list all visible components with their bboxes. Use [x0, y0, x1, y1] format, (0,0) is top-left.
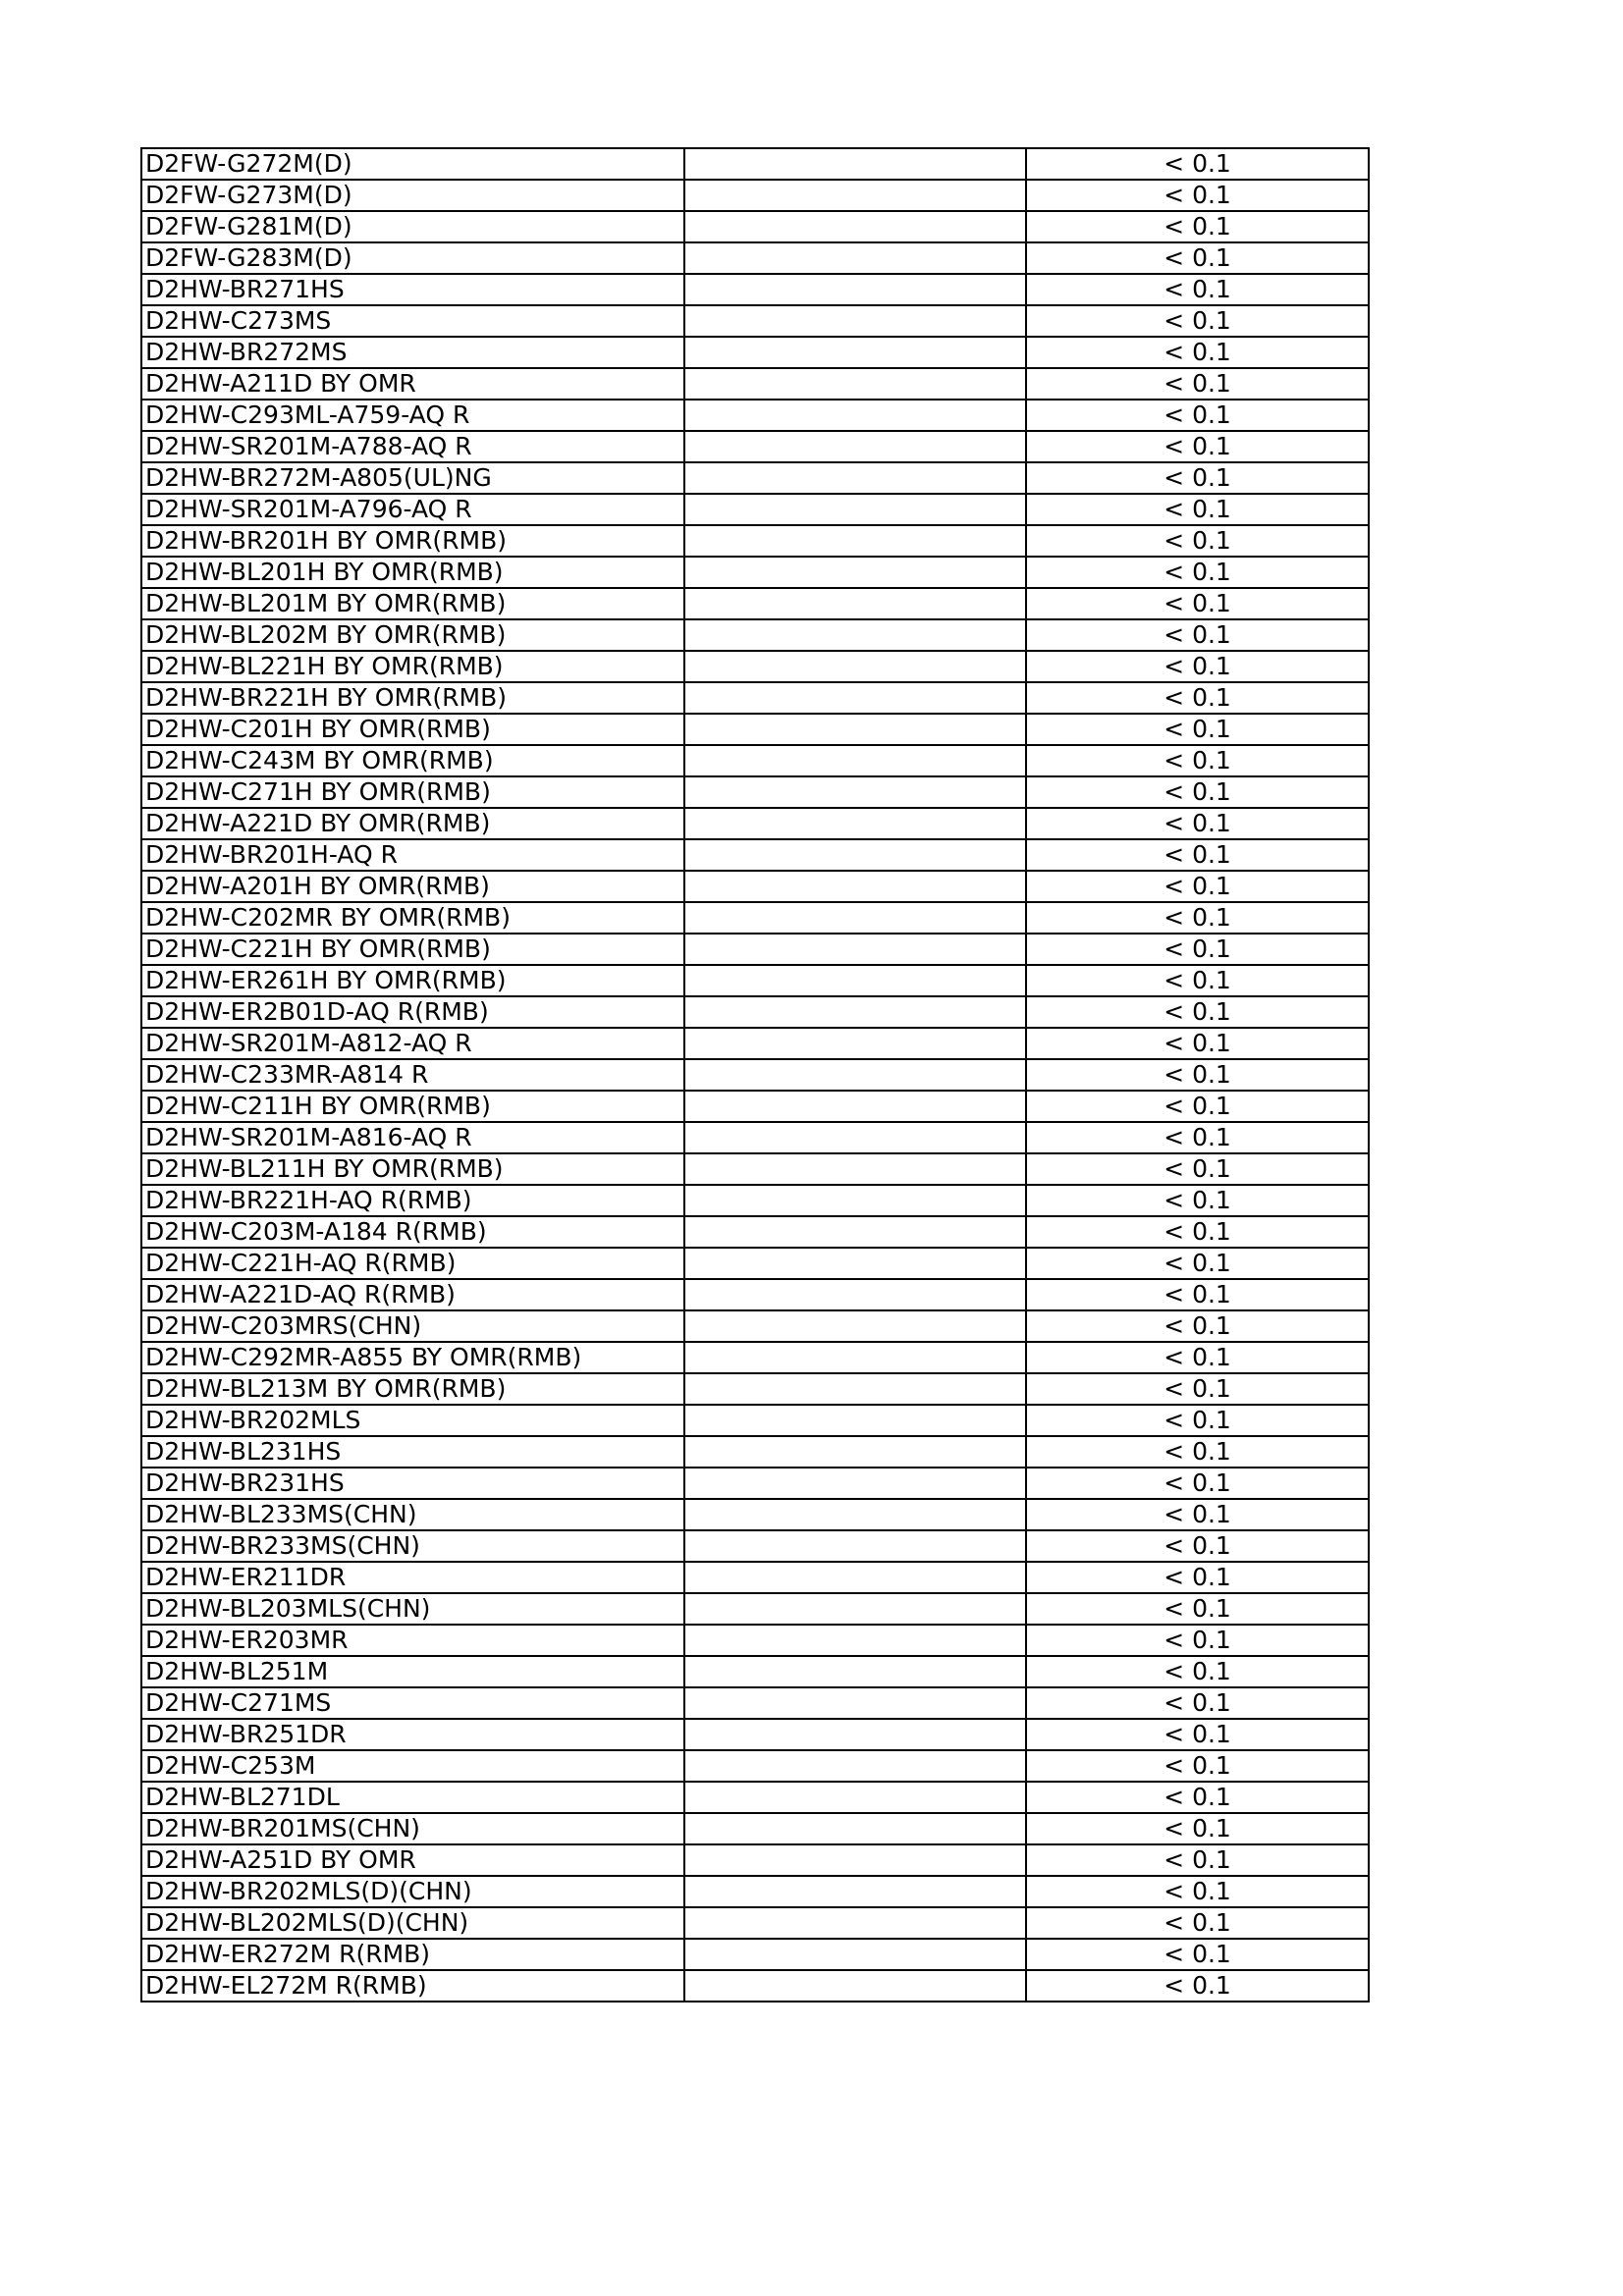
part-number-cell: D2HW-C273MS — [141, 305, 684, 337]
table-row — [141, 808, 1369, 839]
value-cell: < 0.1 — [1026, 305, 1369, 337]
note-cell — [684, 965, 1026, 996]
table-row — [141, 305, 1369, 337]
note-cell — [684, 242, 1026, 274]
table-row — [141, 494, 1369, 525]
note-cell — [684, 1499, 1026, 1530]
table-row — [141, 902, 1369, 934]
note-cell — [684, 1436, 1026, 1468]
value-cell: < 0.1 — [1026, 1342, 1369, 1373]
table-row — [141, 1750, 1369, 1782]
value-cell: < 0.1 — [1026, 494, 1369, 525]
value-cell: < 0.1 — [1026, 902, 1369, 934]
table-row — [141, 368, 1369, 400]
value-cell: < 0.1 — [1026, 1499, 1369, 1530]
value-cell: < 0.1 — [1026, 965, 1369, 996]
value-cell: < 0.1 — [1026, 337, 1369, 368]
table-row — [141, 1656, 1369, 1687]
value-cell: < 0.1 — [1026, 1373, 1369, 1405]
table-row — [141, 1059, 1369, 1091]
data-table — [140, 147, 1370, 2002]
note-cell — [684, 1813, 1026, 1844]
part-number-cell: D2HW-C221H BY OMR(RMB) — [141, 934, 684, 965]
note-cell — [684, 1028, 1026, 1059]
table-row — [141, 337, 1369, 368]
part-number-cell: D2HW-C293ML-A759-AQ R — [141, 400, 684, 431]
part-number-cell: D2HW-BL203MLS(CHN) — [141, 1593, 684, 1625]
note-cell — [684, 400, 1026, 431]
part-number-cell: D2HW-SR201M-A788-AQ R — [141, 431, 684, 462]
part-number-cell: D2HW-C221H-AQ R(RMB) — [141, 1248, 684, 1279]
note-cell — [684, 1405, 1026, 1436]
note-cell — [684, 1719, 1026, 1750]
part-number-cell: D2HW-BR201H BY OMR(RMB) — [141, 525, 684, 557]
note-cell — [684, 871, 1026, 902]
table-row — [141, 965, 1369, 996]
table-row — [141, 745, 1369, 776]
table-row — [141, 651, 1369, 682]
part-number-cell: D2HW-BR221H BY OMR(RMB) — [141, 682, 684, 714]
note-cell — [684, 305, 1026, 337]
table-row — [141, 1876, 1369, 1907]
value-cell: < 0.1 — [1026, 682, 1369, 714]
table-row — [141, 1091, 1369, 1122]
value-cell: < 0.1 — [1026, 1122, 1369, 1153]
value-cell: < 0.1 — [1026, 400, 1369, 431]
table-row — [141, 1562, 1369, 1593]
part-number-cell: D2HW-BL201H BY OMR(RMB) — [141, 557, 684, 588]
value-cell: < 0.1 — [1026, 1876, 1369, 1907]
note-cell — [684, 1153, 1026, 1185]
part-number-cell: D2HW-C201H BY OMR(RMB) — [141, 714, 684, 745]
note-cell — [684, 1876, 1026, 1907]
note-cell — [684, 714, 1026, 745]
table-row — [141, 682, 1369, 714]
part-number-cell: D2HW-C202MR BY OMR(RMB) — [141, 902, 684, 934]
table-row — [141, 1468, 1369, 1499]
part-number-cell: D2HW-BR221H-AQ R(RMB) — [141, 1185, 684, 1216]
part-number-cell: D2HW-C203MRS(CHN) — [141, 1310, 684, 1342]
note-cell — [684, 1687, 1026, 1719]
part-number-cell: D2HW-C253M — [141, 1750, 684, 1782]
note-cell — [684, 148, 1026, 180]
table-row — [141, 619, 1369, 651]
part-number-cell: D2FW-G281M(D) — [141, 211, 684, 242]
value-cell: < 0.1 — [1026, 1687, 1369, 1719]
note-cell — [684, 996, 1026, 1028]
table-row — [141, 1373, 1369, 1405]
table-row — [141, 1625, 1369, 1656]
note-cell — [684, 1216, 1026, 1248]
table-row — [141, 525, 1369, 557]
value-cell: < 0.1 — [1026, 808, 1369, 839]
value-cell: < 0.1 — [1026, 1405, 1369, 1436]
note-cell — [684, 1468, 1026, 1499]
table-body — [141, 148, 1369, 2002]
value-cell: < 0.1 — [1026, 839, 1369, 871]
note-cell — [684, 211, 1026, 242]
part-number-cell: D2HW-BR231HS — [141, 1468, 684, 1499]
note-cell — [684, 274, 1026, 305]
part-number-cell: D2HW-BR272M-A805(UL)NG — [141, 462, 684, 494]
table-row — [141, 1844, 1369, 1876]
value-cell: < 0.1 — [1026, 996, 1369, 1028]
value-cell: < 0.1 — [1026, 1153, 1369, 1185]
table-row — [141, 1782, 1369, 1813]
table-row — [141, 714, 1369, 745]
part-number-cell: D2HW-EL272M R(RMB) — [141, 1970, 684, 2002]
table-row — [141, 211, 1369, 242]
table-row — [141, 1028, 1369, 1059]
value-cell: < 0.1 — [1026, 1279, 1369, 1310]
value-cell: < 0.1 — [1026, 619, 1369, 651]
value-cell: < 0.1 — [1026, 871, 1369, 902]
part-number-cell: D2HW-BR233MS(CHN) — [141, 1530, 684, 1562]
note-cell — [684, 808, 1026, 839]
table-row — [141, 431, 1369, 462]
value-cell: < 0.1 — [1026, 1530, 1369, 1562]
value-cell: < 0.1 — [1026, 148, 1369, 180]
table-row — [141, 588, 1369, 619]
value-cell: < 0.1 — [1026, 934, 1369, 965]
part-number-cell: D2HW-BR201H-AQ R — [141, 839, 684, 871]
part-number-cell: D2HW-A251D BY OMR — [141, 1844, 684, 1876]
part-number-cell: D2HW-SR201M-A812-AQ R — [141, 1028, 684, 1059]
part-number-cell: D2HW-BR202MLS(D)(CHN) — [141, 1876, 684, 1907]
part-number-cell: D2HW-ER203MR — [141, 1625, 684, 1656]
table-row — [141, 1185, 1369, 1216]
value-cell: < 0.1 — [1026, 714, 1369, 745]
part-number-cell: D2HW-ER2B01D-AQ R(RMB) — [141, 996, 684, 1028]
part-number-cell: D2HW-BL271DL — [141, 1782, 684, 1813]
part-number-cell: D2HW-BL202M BY OMR(RMB) — [141, 619, 684, 651]
table-row — [141, 1248, 1369, 1279]
value-cell: < 0.1 — [1026, 1310, 1369, 1342]
table-row — [141, 242, 1369, 274]
note-cell — [684, 1122, 1026, 1153]
part-number-cell: D2HW-A211D BY OMR — [141, 368, 684, 400]
part-number-cell: D2HW-ER211DR — [141, 1562, 684, 1593]
note-cell — [684, 619, 1026, 651]
value-cell: < 0.1 — [1026, 242, 1369, 274]
note-cell — [684, 462, 1026, 494]
note-cell — [684, 1562, 1026, 1593]
part-number-cell: D2HW-C211H BY OMR(RMB) — [141, 1091, 684, 1122]
part-number-cell: D2HW-BR251DR — [141, 1719, 684, 1750]
value-cell: < 0.1 — [1026, 1782, 1369, 1813]
value-cell: < 0.1 — [1026, 525, 1369, 557]
value-cell: < 0.1 — [1026, 1656, 1369, 1687]
part-number-cell: D2HW-BL233MS(CHN) — [141, 1499, 684, 1530]
part-number-cell: D2HW-ER261H BY OMR(RMB) — [141, 965, 684, 996]
table-row — [141, 1530, 1369, 1562]
value-cell: < 0.1 — [1026, 1216, 1369, 1248]
note-cell — [684, 1310, 1026, 1342]
table-row — [141, 839, 1369, 871]
part-number-cell: D2HW-BL221H BY OMR(RMB) — [141, 651, 684, 682]
note-cell — [684, 934, 1026, 965]
part-number-cell: D2HW-BR202MLS — [141, 1405, 684, 1436]
part-number-cell: D2HW-ER272M R(RMB) — [141, 1939, 684, 1970]
value-cell: < 0.1 — [1026, 776, 1369, 808]
value-cell: < 0.1 — [1026, 1468, 1369, 1499]
note-cell — [684, 1750, 1026, 1782]
note-cell — [684, 1782, 1026, 1813]
value-cell: < 0.1 — [1026, 211, 1369, 242]
note-cell — [684, 1373, 1026, 1405]
table-row — [141, 1436, 1369, 1468]
table-row — [141, 180, 1369, 211]
note-cell — [684, 776, 1026, 808]
table-row — [141, 1970, 1369, 2002]
part-number-cell: D2HW-C292MR-A855 BY OMR(RMB) — [141, 1342, 684, 1373]
note-cell — [684, 1907, 1026, 1939]
part-number-cell: D2HW-C233MR-A814 R — [141, 1059, 684, 1091]
value-cell: < 0.1 — [1026, 651, 1369, 682]
part-number-cell: D2HW-BL231HS — [141, 1436, 684, 1468]
part-number-cell: D2FW-G272M(D) — [141, 148, 684, 180]
table-row — [141, 1907, 1369, 1939]
part-number-cell: D2HW-A221D BY OMR(RMB) — [141, 808, 684, 839]
table-row — [141, 1342, 1369, 1373]
value-cell: < 0.1 — [1026, 1028, 1369, 1059]
part-number-cell: D2HW-BL211H BY OMR(RMB) — [141, 1153, 684, 1185]
value-cell: < 0.1 — [1026, 368, 1369, 400]
value-cell: < 0.1 — [1026, 1719, 1369, 1750]
note-cell — [684, 1342, 1026, 1373]
note-cell — [684, 1656, 1026, 1687]
table-row — [141, 400, 1369, 431]
part-number-cell: D2HW-SR201M-A796-AQ R — [141, 494, 684, 525]
table-row — [141, 1310, 1369, 1342]
table-row — [141, 462, 1369, 494]
table-row — [141, 996, 1369, 1028]
table-row — [141, 148, 1369, 180]
note-cell — [684, 1185, 1026, 1216]
table-row — [141, 1216, 1369, 1248]
part-number-cell: D2FW-G273M(D) — [141, 180, 684, 211]
value-cell: < 0.1 — [1026, 1813, 1369, 1844]
note-cell — [684, 1939, 1026, 1970]
value-cell: < 0.1 — [1026, 1750, 1369, 1782]
value-cell: < 0.1 — [1026, 1185, 1369, 1216]
value-cell: < 0.1 — [1026, 1091, 1369, 1122]
note-cell — [684, 839, 1026, 871]
value-cell: < 0.1 — [1026, 1248, 1369, 1279]
note-cell — [684, 180, 1026, 211]
table-row — [141, 557, 1369, 588]
value-cell: < 0.1 — [1026, 588, 1369, 619]
value-cell: < 0.1 — [1026, 1844, 1369, 1876]
part-number-cell: D2HW-BL251M — [141, 1656, 684, 1687]
part-number-cell: D2HW-C243M BY OMR(RMB) — [141, 745, 684, 776]
note-cell — [684, 651, 1026, 682]
note-cell — [684, 525, 1026, 557]
value-cell: < 0.1 — [1026, 1970, 1369, 2002]
note-cell — [684, 1248, 1026, 1279]
table-row — [141, 1593, 1369, 1625]
part-number-cell: D2HW-BR201MS(CHN) — [141, 1813, 684, 1844]
table-row — [141, 274, 1369, 305]
note-cell — [684, 1844, 1026, 1876]
note-cell — [684, 682, 1026, 714]
value-cell: < 0.1 — [1026, 1593, 1369, 1625]
value-cell: < 0.1 — [1026, 745, 1369, 776]
part-number-cell: D2FW-G283M(D) — [141, 242, 684, 274]
note-cell — [684, 368, 1026, 400]
note-cell — [684, 902, 1026, 934]
part-number-cell: D2HW-BL213M BY OMR(RMB) — [141, 1373, 684, 1405]
value-cell: < 0.1 — [1026, 1562, 1369, 1593]
note-cell — [684, 1059, 1026, 1091]
table-row — [141, 776, 1369, 808]
table-row — [141, 871, 1369, 902]
part-number-cell: D2HW-C271H BY OMR(RMB) — [141, 776, 684, 808]
table-row — [141, 1499, 1369, 1530]
note-cell — [684, 557, 1026, 588]
value-cell: < 0.1 — [1026, 1436, 1369, 1468]
value-cell: < 0.1 — [1026, 1907, 1369, 1939]
table-row — [141, 934, 1369, 965]
note-cell — [684, 431, 1026, 462]
value-cell: < 0.1 — [1026, 1625, 1369, 1656]
value-cell: < 0.1 — [1026, 180, 1369, 211]
part-number-cell: D2HW-C203M-A184 R(RMB) — [141, 1216, 684, 1248]
table-row — [141, 1153, 1369, 1185]
value-cell: < 0.1 — [1026, 557, 1369, 588]
value-cell: < 0.1 — [1026, 431, 1369, 462]
part-number-cell: D2HW-A221D-AQ R(RMB) — [141, 1279, 684, 1310]
note-cell — [684, 337, 1026, 368]
part-number-cell: D2HW-BR272MS — [141, 337, 684, 368]
note-cell — [684, 494, 1026, 525]
part-number-cell: D2HW-SR201M-A816-AQ R — [141, 1122, 684, 1153]
note-cell — [684, 1970, 1026, 2002]
table-row — [141, 1939, 1369, 1970]
note-cell — [684, 1625, 1026, 1656]
note-cell — [684, 1593, 1026, 1625]
part-number-cell: D2HW-C271MS — [141, 1687, 684, 1719]
note-cell — [684, 745, 1026, 776]
table-row — [141, 1122, 1369, 1153]
part-number-cell: D2HW-A201H BY OMR(RMB) — [141, 871, 684, 902]
value-cell: < 0.1 — [1026, 1939, 1369, 1970]
note-cell — [684, 1530, 1026, 1562]
part-number-cell: D2HW-BL201M BY OMR(RMB) — [141, 588, 684, 619]
note-cell — [684, 1091, 1026, 1122]
note-cell — [684, 588, 1026, 619]
part-number-cell: D2HW-BL202MLS(D)(CHN) — [141, 1907, 684, 1939]
value-cell: < 0.1 — [1026, 462, 1369, 494]
value-cell: < 0.1 — [1026, 274, 1369, 305]
note-cell — [684, 1279, 1026, 1310]
table-row — [141, 1279, 1369, 1310]
table-row — [141, 1719, 1369, 1750]
table-row — [141, 1405, 1369, 1436]
value-cell: < 0.1 — [1026, 1059, 1369, 1091]
table-row — [141, 1687, 1369, 1719]
table-row — [141, 1813, 1369, 1844]
part-number-cell: D2HW-BR271HS — [141, 274, 684, 305]
